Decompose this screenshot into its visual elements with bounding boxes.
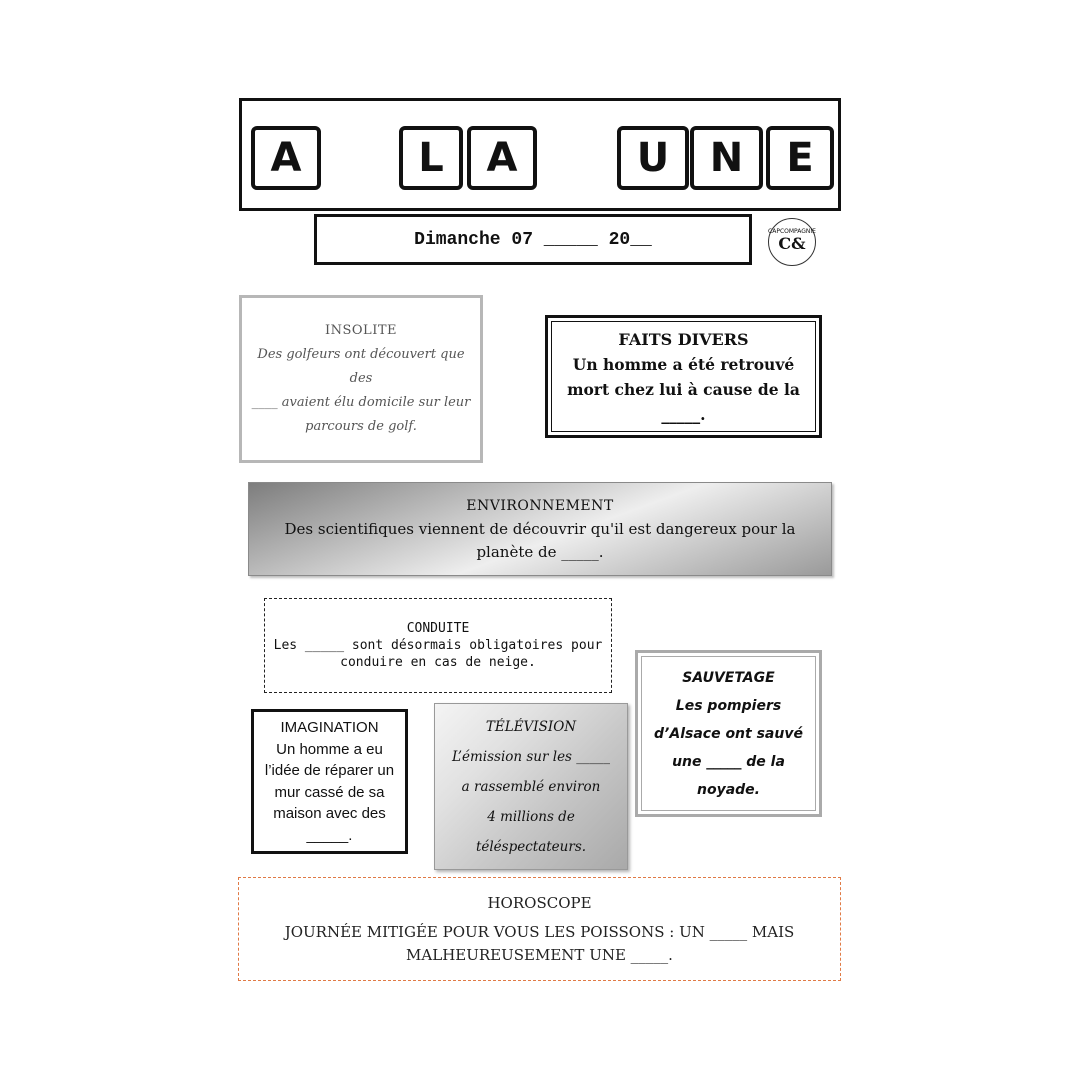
title-letter-tile: L (399, 126, 463, 190)
article-line: planète de _____. (476, 542, 604, 561)
article-line: ____ avaient élu domicile sur leur (251, 395, 471, 410)
article-line: parcours de golf. (305, 419, 417, 434)
article-line: Un homme a eu (276, 740, 383, 758)
article-line: mur cassé de sa (274, 783, 385, 801)
logo-monogram: C& (778, 234, 806, 253)
article-conduite (264, 598, 612, 693)
article-line: Un homme a été retrouvé (572, 354, 795, 374)
article-line: l’idée de réparer un (264, 762, 395, 779)
article-line: MALHEUREUSEMENT UNE _____. (406, 945, 673, 964)
date-bar (314, 214, 752, 265)
article-title: INSOLITE (324, 323, 397, 338)
article-television (434, 703, 628, 870)
logo (768, 218, 816, 266)
article-title: HOROSCOPE (487, 893, 592, 912)
article-line: Des golfeurs ont découvert que des (257, 347, 465, 386)
article-line: mort chez lui à cause de la (567, 379, 800, 399)
article-title: FAITS DIVERS (618, 329, 749, 349)
article-line: conduire en cas de neige. (340, 655, 536, 670)
article-title: ENVIRONNEMENT (466, 497, 614, 514)
article-sauvetage (635, 650, 822, 817)
article-line: a rassemblé environ (461, 778, 601, 795)
article-line: téléspectateurs. (475, 838, 587, 855)
article-environnement (248, 482, 832, 576)
title-banner (239, 98, 841, 211)
article-title: SAUVETAGE (682, 669, 775, 686)
logo-top-text: CAPCOMPAGNIE (768, 228, 816, 235)
date-text: Dimanche 07 _____ 20__ (414, 229, 652, 250)
article-horoscope (238, 877, 841, 981)
article-line: Les _____ sont désormais obligatoires pour (273, 638, 603, 653)
article-line: d’Alsace ont sauvé (654, 725, 803, 742)
article-title: TÉLÉVISION (485, 718, 577, 735)
title-letter-tile: A (467, 126, 537, 190)
article-line: JOURNÉE MITIGÉE POUR VOUS LES POISSONS : UN _____ MAIS (284, 922, 795, 941)
title-letter-tile: U (617, 126, 689, 190)
article-line: noyade. (697, 781, 760, 798)
article-imagination (251, 709, 408, 854)
article-line: 4 millions de (487, 808, 575, 825)
title-letter-tile: A (251, 126, 321, 190)
article-line: _____. (306, 826, 353, 844)
article-title: IMAGINATION (280, 719, 379, 736)
article-line: Des scientifiques viennent de découvrir qu'il est dangereux pour la (284, 519, 796, 538)
article-line: une _____ de la (672, 753, 785, 770)
article-insolite (239, 295, 483, 463)
article-title: CONDUITE (406, 621, 470, 636)
title-letter-tile: N (690, 126, 763, 190)
article-line: _____. (661, 404, 706, 424)
article-line: L’émission sur les _____ (451, 748, 611, 765)
article-line: maison avec des (273, 805, 386, 822)
article-faits-divers (545, 315, 822, 438)
article-line: Les pompiers (675, 697, 782, 714)
title-letter-tile: E (766, 126, 834, 190)
